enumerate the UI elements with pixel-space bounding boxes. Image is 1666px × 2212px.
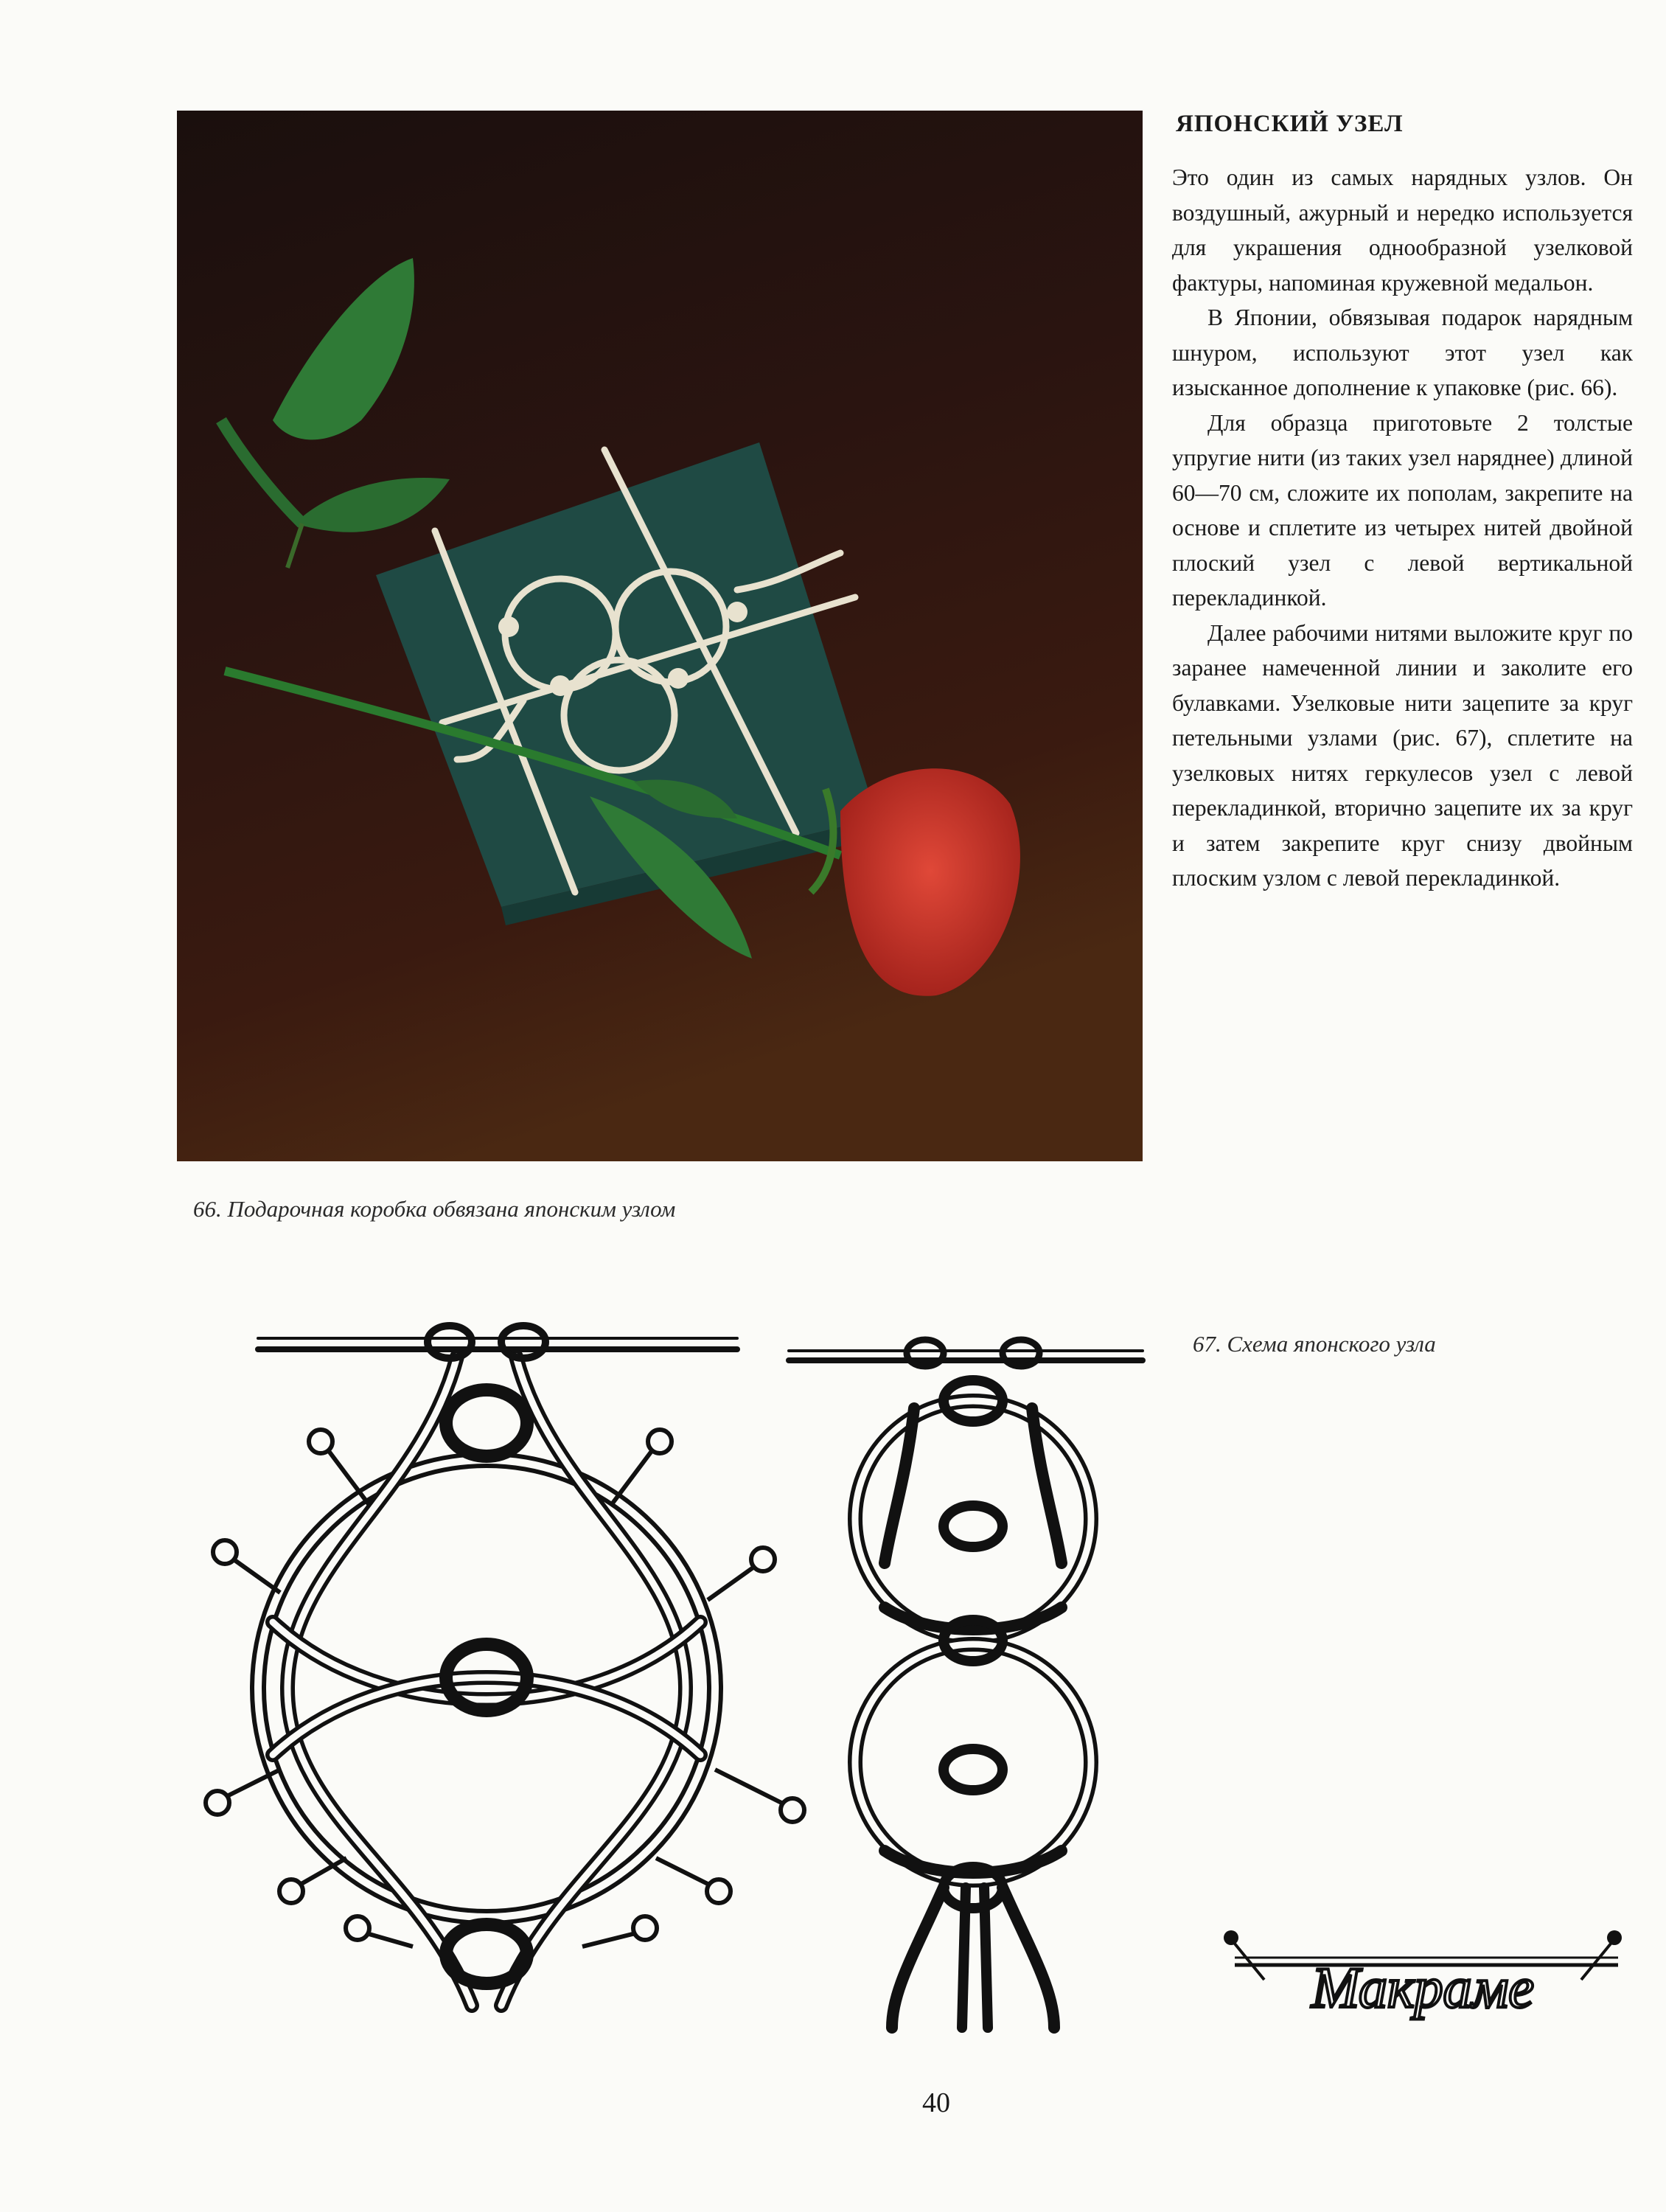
article-text	[1172, 111, 1633, 896]
makrame-logo	[1220, 1924, 1625, 2035]
japanese-knot-diagram-large	[199, 1312, 826, 2050]
figure-67-caption: 67. Схема японского узла	[1193, 1331, 1436, 1357]
japanese-knot-diagram-chain	[781, 1327, 1165, 2050]
paragraph-4: Далее рабочими нитями выложите круг по заранее намеченной линии и заколите его булавками. Узелковые нити зацепите за круг петельными узлами (рис. 67), сплетите на узелковых нитях геркулесов узел с левой перекладинкой, вторично зацепите их за круг и затем закрепите круг снизу двойным плоским узлом с левой перекладинкой.	[1172, 619, 1633, 891]
article-heading: ЯПОНСКИЙ УЗЕЛ	[1176, 111, 1404, 137]
paragraph-3: Для образца приготовьте 2 толстые упругие нити (из таких узел наряднее) длиной 60—70 см, сложите их пополам, закрепите на основе и сплетите из четырех нитей двойной плоский узел с левой вертикальной перекладинкой.	[1172, 409, 1633, 611]
page-number: 40	[922, 2087, 950, 2118]
svg-text:Макраме: Макраме	[1311, 1955, 1534, 2020]
paragraph-2: В Японии, обвязывая подарок нарядным шнуром, используют этот узел как изысканное дополнение к упаковке (рис. 66).	[1172, 305, 1633, 400]
gift-box-photo	[177, 111, 1143, 1161]
figure-66-caption: 66. Подарочная коробка обвязана японским узлом	[193, 1196, 676, 1222]
paragraph-1: Это один из самых нарядных узлов. Он воздушный, ажурный и нередко используется для украшения однообразной узелковой фактуры, напоминая кружевной медальон.	[1172, 164, 1633, 296]
